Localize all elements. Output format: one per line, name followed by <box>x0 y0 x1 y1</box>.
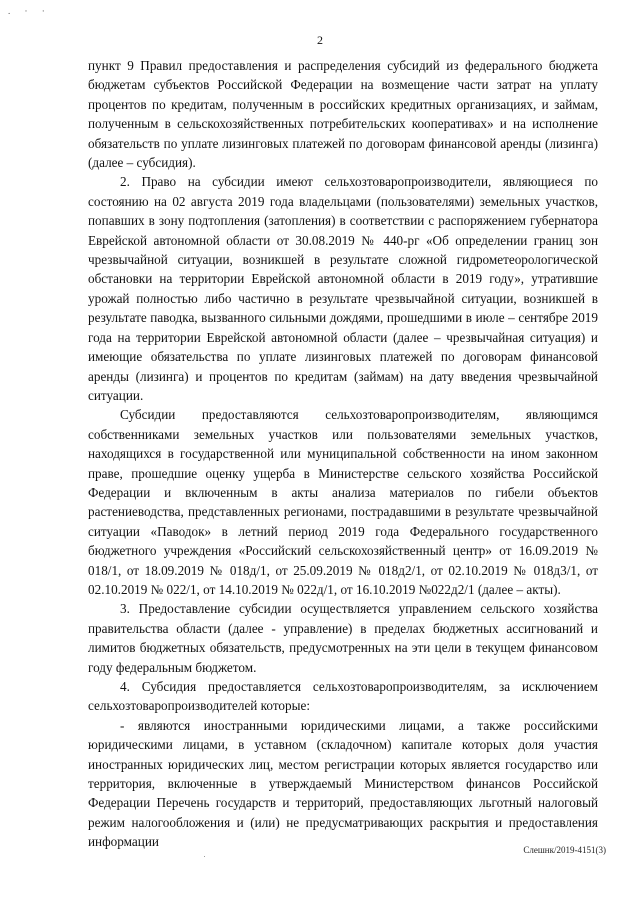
scan-artifact-dot <box>204 856 205 857</box>
page-number: 2 <box>317 33 323 47</box>
document-body <box>88 56 598 852</box>
scan-corner-marks: . · · <box>8 6 51 16</box>
paragraph-4-exclusions: 4. Субсидия предоставляется сельхозтоваропроизводителям, за исключением сельхозтоваропроизводителей которые: <box>88 679 598 714</box>
paragraph-3-administration: 3. Предоставление субсидии осуществляется управлением сельского хозяйства правительства области (далее - управление) в пределах бюджетных ассигнований и лимитов бюджетных обязательств, предусмотренных на эти цели в текущем финансовом году федеральным бюджетом. <box>88 601 598 675</box>
paragraph-continuation: пункт 9 Правил предоставления и распределения субсидий из федерального бюджета бюджетам субъектов Российской Федерации на возмещение части затрат на уплату процентов по кредитам, полученным в российских кредитных организациях, и займам, полученным в сельскохозяйственных потребительских кооперативах» и на исполнение обязательств по уплате лизинговых платежей по договорам финансовой аренды (лизинга) (далее – субсидия). <box>88 58 598 171</box>
paragraph-exclusion-item: - являются иностранными юридическими лицами, а также российскими юридическими лицами, в уставном (складочном) капитале которых доля участия иностранных юридических лиц, местом регистрации которых является государство или территория, включенные в утверждаемый Министерством финансов Российской Федерации Перечень государств и территорий, предоставляющих льготный налоговый режим налогообложения и (или) не предусматривающих раскрытия и предоставления информации <box>88 717 598 850</box>
document-code: Слешнк/2019-4151(3) <box>523 845 606 855</box>
paragraph-subsidy-recipients: Субсидии предоставляются сельхозтоваропроизводителям, являющимся собственниками земельных участков или пользователями земельных участков, находящихся в государственной или муниципальной собственности на ином законном праве, прошедшие оценку ущерба в Министерстве сельского хозяйства Российской Федерации и включенным в акты анализа материалов по гибели объектов растениеводства, представленных регионами, пострадавшими в результате чрезвычайной ситуации «Паводок» в летний период 2019 года Федерального государственного бюджетного учреждения «Российский сельскохозяйственный центр» от 16.09.2019 № 018/1, от 18.09.2019 № 018д/1, от 25.09.2019 № 018д2/1, от 02.10.2019 № 018д3/1, от 02.10.2019 № 022/1, от 14.10.2019 № 022д/1, от 16.10.2019 №022д2/1 (далее – акты). <box>88 407 598 597</box>
paragraph-2-eligibility: 2. Право на субсидии имеют сельхозтоваропроизводители, являющиеся по состоянию на 02 августа 2019 года владельцами (пользователями) земельных участков, попавших в зону подтопления (затопления) в соответствии с распоряжением губернатора Еврейской автономной области от 30.08.2019 № 440-рг «Об определении границ зон чрезвычайной ситуации, возникшей в результате сложной гидрометеорологической обстановки на территории Еврейской автономной области в 2019 году», утратившие урожай полностью либо частично в результате чрезвычайной ситуации, возникшей в результате паводка, вызванного сильными дождями, прошедшими в июле – сентябре 2019 года на территории Еврейской автономной области (далее – чрезвычайная ситуация) и имеющие обязательства по уплате лизинговых платежей по договорам финансовой аренды (лизинга) и процентов по кредитам (займам) на дату введения чрезвычайной ситуации. <box>88 174 598 403</box>
